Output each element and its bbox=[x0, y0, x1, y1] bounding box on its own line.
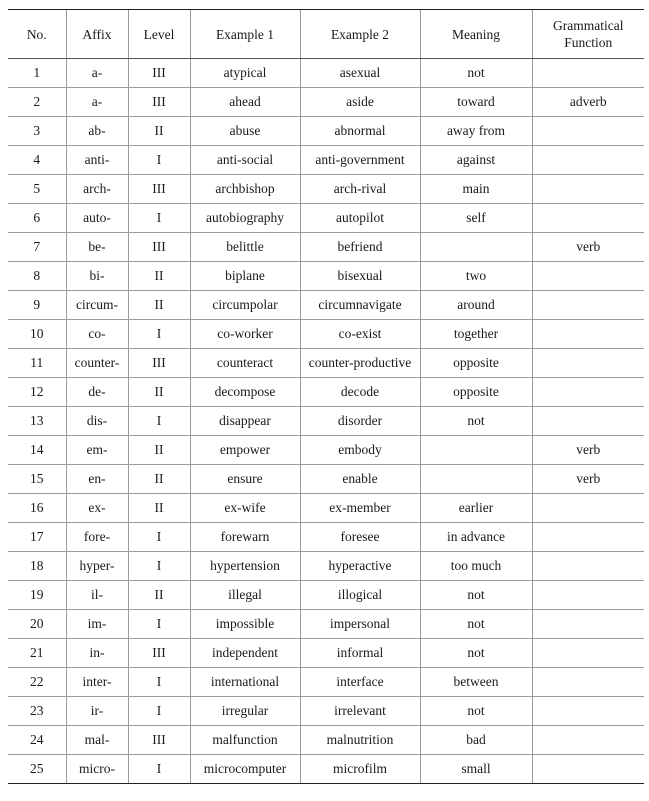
header-example-2: Example 2 bbox=[300, 10, 420, 59]
header-meaning: Meaning bbox=[420, 10, 532, 59]
cell-example-2: interface bbox=[300, 668, 420, 697]
table-row bbox=[8, 581, 644, 610]
cell-example-1: ex-wife bbox=[190, 494, 300, 523]
cell-grammatical-function bbox=[532, 407, 644, 436]
cell-level: I bbox=[128, 755, 190, 784]
table-row bbox=[8, 494, 644, 523]
table-row bbox=[8, 117, 644, 146]
cell-example-1: international bbox=[190, 668, 300, 697]
cell-no: 23 bbox=[8, 697, 66, 726]
cell-grammatical-function bbox=[532, 755, 644, 784]
cell-no: 20 bbox=[8, 610, 66, 639]
cell-grammatical-function bbox=[532, 349, 644, 378]
table-row bbox=[8, 233, 644, 262]
cell-example-1: belittle bbox=[190, 233, 300, 262]
cell-no: 22 bbox=[8, 668, 66, 697]
cell-no: 12 bbox=[8, 378, 66, 407]
cell-affix: ex- bbox=[66, 494, 128, 523]
cell-level: I bbox=[128, 320, 190, 349]
cell-example-1: anti-social bbox=[190, 146, 300, 175]
cell-level: II bbox=[128, 117, 190, 146]
cell-no: 5 bbox=[8, 175, 66, 204]
cell-example-2: malnutrition bbox=[300, 726, 420, 755]
cell-example-2: foresee bbox=[300, 523, 420, 552]
cell-grammatical-function bbox=[532, 117, 644, 146]
cell-grammatical-function bbox=[532, 523, 644, 552]
cell-level: I bbox=[128, 407, 190, 436]
cell-meaning: against bbox=[420, 146, 532, 175]
cell-example-1: independent bbox=[190, 639, 300, 668]
cell-example-1: empower bbox=[190, 436, 300, 465]
cell-grammatical-function bbox=[532, 726, 644, 755]
cell-grammatical-function bbox=[532, 494, 644, 523]
cell-no: 24 bbox=[8, 726, 66, 755]
cell-grammatical-function bbox=[532, 262, 644, 291]
cell-affix: de- bbox=[66, 378, 128, 407]
table-row bbox=[8, 407, 644, 436]
cell-example-1: atypical bbox=[190, 59, 300, 88]
cell-example-2: co-exist bbox=[300, 320, 420, 349]
cell-meaning: too much bbox=[420, 552, 532, 581]
header-no: No. bbox=[8, 10, 66, 59]
cell-meaning: main bbox=[420, 175, 532, 204]
cell-example-2: impersonal bbox=[300, 610, 420, 639]
cell-no: 1 bbox=[8, 59, 66, 88]
cell-meaning: in advance bbox=[420, 523, 532, 552]
cell-grammatical-function bbox=[532, 610, 644, 639]
cell-level: III bbox=[128, 59, 190, 88]
cell-meaning: not bbox=[420, 610, 532, 639]
cell-grammatical-function bbox=[532, 639, 644, 668]
cell-level: I bbox=[128, 552, 190, 581]
cell-example-1: irregular bbox=[190, 697, 300, 726]
cell-no: 16 bbox=[8, 494, 66, 523]
cell-example-2: enable bbox=[300, 465, 420, 494]
cell-meaning: not bbox=[420, 697, 532, 726]
cell-example-1: ahead bbox=[190, 88, 300, 117]
cell-meaning: bad bbox=[420, 726, 532, 755]
header-grammatical-function: Grammatical Function bbox=[532, 10, 644, 59]
affix-table-container bbox=[8, 9, 644, 784]
table-row bbox=[8, 378, 644, 407]
cell-level: II bbox=[128, 581, 190, 610]
cell-grammatical-function bbox=[532, 581, 644, 610]
table-row bbox=[8, 204, 644, 233]
cell-example-2: hyperactive bbox=[300, 552, 420, 581]
cell-no: 7 bbox=[8, 233, 66, 262]
table-row bbox=[8, 291, 644, 320]
cell-example-1: illegal bbox=[190, 581, 300, 610]
cell-no: 2 bbox=[8, 88, 66, 117]
cell-affix: a- bbox=[66, 59, 128, 88]
cell-meaning: earlier bbox=[420, 494, 532, 523]
cell-meaning bbox=[420, 465, 532, 494]
header-affix: Affix bbox=[66, 10, 128, 59]
table-row bbox=[8, 88, 644, 117]
cell-level: II bbox=[128, 378, 190, 407]
cell-affix: micro- bbox=[66, 755, 128, 784]
cell-grammatical-function: verb bbox=[532, 436, 644, 465]
cell-no: 6 bbox=[8, 204, 66, 233]
cell-example-1: hypertension bbox=[190, 552, 300, 581]
cell-no: 10 bbox=[8, 320, 66, 349]
cell-level: I bbox=[128, 668, 190, 697]
cell-meaning: self bbox=[420, 204, 532, 233]
cell-example-1: co-worker bbox=[190, 320, 300, 349]
cell-example-2: counter-productive bbox=[300, 349, 420, 378]
cell-affix: circum- bbox=[66, 291, 128, 320]
cell-example-2: disorder bbox=[300, 407, 420, 436]
cell-grammatical-function: adverb bbox=[532, 88, 644, 117]
cell-meaning: between bbox=[420, 668, 532, 697]
cell-example-2: arch-rival bbox=[300, 175, 420, 204]
cell-meaning: not bbox=[420, 581, 532, 610]
table-row bbox=[8, 436, 644, 465]
cell-meaning: around bbox=[420, 291, 532, 320]
cell-affix: co- bbox=[66, 320, 128, 349]
cell-meaning: two bbox=[420, 262, 532, 291]
cell-affix: in- bbox=[66, 639, 128, 668]
cell-affix: hyper- bbox=[66, 552, 128, 581]
cell-meaning: not bbox=[420, 407, 532, 436]
cell-level: III bbox=[128, 349, 190, 378]
cell-example-1: forewarn bbox=[190, 523, 300, 552]
cell-affix: auto- bbox=[66, 204, 128, 233]
table-body bbox=[8, 59, 644, 784]
table-row bbox=[8, 697, 644, 726]
cell-affix: ab- bbox=[66, 117, 128, 146]
cell-meaning: not bbox=[420, 59, 532, 88]
table-row bbox=[8, 523, 644, 552]
cell-grammatical-function bbox=[532, 204, 644, 233]
cell-affix: bi- bbox=[66, 262, 128, 291]
cell-no: 15 bbox=[8, 465, 66, 494]
cell-example-2: decode bbox=[300, 378, 420, 407]
cell-example-2: microfilm bbox=[300, 755, 420, 784]
cell-affix: counter- bbox=[66, 349, 128, 378]
cell-example-1: disappear bbox=[190, 407, 300, 436]
cell-level: II bbox=[128, 494, 190, 523]
cell-no: 13 bbox=[8, 407, 66, 436]
cell-affix: fore- bbox=[66, 523, 128, 552]
cell-level: I bbox=[128, 523, 190, 552]
cell-example-1: circumpolar bbox=[190, 291, 300, 320]
cell-grammatical-function bbox=[532, 146, 644, 175]
cell-grammatical-function bbox=[532, 697, 644, 726]
cell-example-1: counteract bbox=[190, 349, 300, 378]
cell-example-1: biplane bbox=[190, 262, 300, 291]
table-row bbox=[8, 320, 644, 349]
cell-no: 17 bbox=[8, 523, 66, 552]
cell-meaning: together bbox=[420, 320, 532, 349]
table-row bbox=[8, 552, 644, 581]
cell-example-1: abuse bbox=[190, 117, 300, 146]
table-row bbox=[8, 175, 644, 204]
cell-affix: be- bbox=[66, 233, 128, 262]
cell-grammatical-function bbox=[532, 668, 644, 697]
cell-affix: im- bbox=[66, 610, 128, 639]
cell-example-2: bisexual bbox=[300, 262, 420, 291]
table-row bbox=[8, 262, 644, 291]
cell-affix: em- bbox=[66, 436, 128, 465]
cell-meaning bbox=[420, 233, 532, 262]
table-row bbox=[8, 755, 644, 784]
table-row bbox=[8, 668, 644, 697]
cell-level: II bbox=[128, 262, 190, 291]
cell-example-2: abnormal bbox=[300, 117, 420, 146]
affix-table bbox=[8, 9, 644, 784]
cell-example-2: informal bbox=[300, 639, 420, 668]
cell-no: 3 bbox=[8, 117, 66, 146]
cell-example-2: irrelevant bbox=[300, 697, 420, 726]
table-row bbox=[8, 146, 644, 175]
cell-affix: a- bbox=[66, 88, 128, 117]
cell-example-1: impossible bbox=[190, 610, 300, 639]
cell-grammatical-function bbox=[532, 291, 644, 320]
cell-affix: dis- bbox=[66, 407, 128, 436]
cell-example-1: microcomputer bbox=[190, 755, 300, 784]
table-row bbox=[8, 349, 644, 378]
cell-example-2: embody bbox=[300, 436, 420, 465]
cell-no: 9 bbox=[8, 291, 66, 320]
table-row bbox=[8, 639, 644, 668]
cell-affix: arch- bbox=[66, 175, 128, 204]
cell-affix: mal- bbox=[66, 726, 128, 755]
cell-affix: en- bbox=[66, 465, 128, 494]
cell-meaning: opposite bbox=[420, 349, 532, 378]
cell-level: II bbox=[128, 465, 190, 494]
cell-level: III bbox=[128, 175, 190, 204]
cell-affix: ir- bbox=[66, 697, 128, 726]
cell-meaning: small bbox=[420, 755, 532, 784]
cell-example-2: anti-government bbox=[300, 146, 420, 175]
cell-example-1: decompose bbox=[190, 378, 300, 407]
cell-level: III bbox=[128, 233, 190, 262]
cell-grammatical-function: verb bbox=[532, 233, 644, 262]
table-row bbox=[8, 465, 644, 494]
cell-grammatical-function: verb bbox=[532, 465, 644, 494]
cell-example-2: befriend bbox=[300, 233, 420, 262]
cell-example-2: illogical bbox=[300, 581, 420, 610]
cell-meaning: not bbox=[420, 639, 532, 668]
cell-no: 18 bbox=[8, 552, 66, 581]
cell-example-2: circumnavigate bbox=[300, 291, 420, 320]
cell-level: III bbox=[128, 639, 190, 668]
cell-level: I bbox=[128, 146, 190, 175]
header-level: Level bbox=[128, 10, 190, 59]
cell-example-2: asexual bbox=[300, 59, 420, 88]
table-header-row bbox=[8, 10, 644, 59]
cell-level: III bbox=[128, 88, 190, 117]
cell-meaning bbox=[420, 436, 532, 465]
table-row bbox=[8, 726, 644, 755]
cell-example-1: autobiography bbox=[190, 204, 300, 233]
cell-grammatical-function bbox=[532, 320, 644, 349]
cell-no: 8 bbox=[8, 262, 66, 291]
cell-grammatical-function bbox=[532, 378, 644, 407]
cell-affix: il- bbox=[66, 581, 128, 610]
cell-level: II bbox=[128, 291, 190, 320]
cell-level: I bbox=[128, 697, 190, 726]
cell-no: 19 bbox=[8, 581, 66, 610]
cell-no: 11 bbox=[8, 349, 66, 378]
cell-example-1: ensure bbox=[190, 465, 300, 494]
cell-grammatical-function bbox=[532, 175, 644, 204]
cell-level: I bbox=[128, 610, 190, 639]
cell-meaning: opposite bbox=[420, 378, 532, 407]
cell-meaning: toward bbox=[420, 88, 532, 117]
cell-grammatical-function bbox=[532, 552, 644, 581]
cell-no: 25 bbox=[8, 755, 66, 784]
table-row bbox=[8, 59, 644, 88]
cell-example-2: aside bbox=[300, 88, 420, 117]
cell-level: III bbox=[128, 726, 190, 755]
cell-affix: anti- bbox=[66, 146, 128, 175]
cell-level: I bbox=[128, 204, 190, 233]
cell-meaning: away from bbox=[420, 117, 532, 146]
cell-no: 4 bbox=[8, 146, 66, 175]
cell-example-2: autopilot bbox=[300, 204, 420, 233]
cell-no: 21 bbox=[8, 639, 66, 668]
cell-example-1: malfunction bbox=[190, 726, 300, 755]
cell-example-2: ex-member bbox=[300, 494, 420, 523]
cell-grammatical-function bbox=[532, 59, 644, 88]
cell-level: II bbox=[128, 436, 190, 465]
cell-example-1: archbishop bbox=[190, 175, 300, 204]
table-row bbox=[8, 610, 644, 639]
cell-affix: inter- bbox=[66, 668, 128, 697]
cell-no: 14 bbox=[8, 436, 66, 465]
header-example-1: Example 1 bbox=[190, 10, 300, 59]
